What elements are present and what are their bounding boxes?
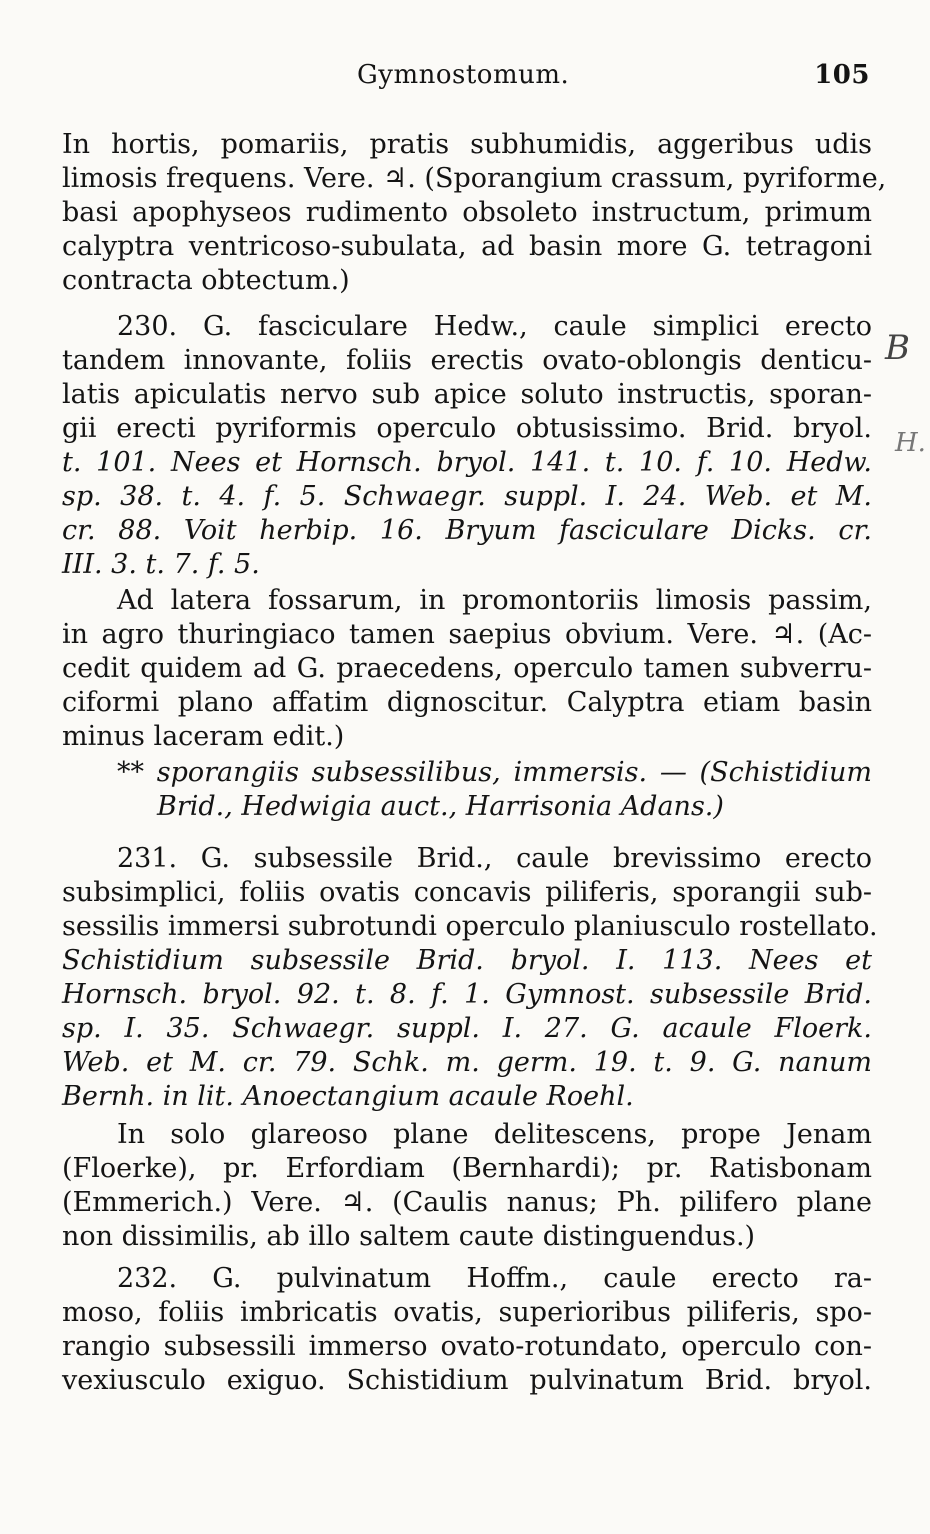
text-line: Bernh. in lit. Anoectangium acaule Roehl. — [62, 1081, 634, 1112]
running-header — [62, 60, 872, 100]
margin-note-h: H. — [895, 428, 926, 458]
species-heading: 230. G. fasciculare Hedw., caule simplici erecto — [117, 311, 872, 342]
text-line: In hortis, pomariis, pratis subhumidis, aggeribus udis — [62, 129, 872, 160]
text-line: cr. 88. Voit herbip. 16. Bryum fasciculare Dicks. cr. — [62, 515, 872, 546]
text-line: sp. 38. t. 4. f. 5. Schwaegr. suppl. I. 24. Web. et M. — [62, 481, 872, 512]
text-line: subsimplici, foliis ovatis concavis piliferis, sporangii sub- — [62, 877, 872, 908]
page-number: 105 — [814, 60, 870, 90]
text-line: sp. I. 35. Schwaegr. suppl. I. 27. G. acaule Floerk. — [62, 1013, 872, 1044]
text-line: t. 101. Nees et Hornsch. bryol. 141. t. 10. f. 10. Hedw. — [62, 447, 872, 478]
text-line: moso, foliis imbricatis ovatis, superioribus piliferis, spo- — [62, 1297, 872, 1328]
text-line: rangio subsessili immerso ovato-rotundato, operculo con- — [62, 1331, 872, 1362]
text-line: non dissimilis, ab illo saltem caute distinguendus.) — [62, 1221, 756, 1252]
text-line: gii erecti pyriformis operculo obtusissimo. Brid. bryol. — [62, 413, 872, 444]
text-line: calyptra ventricoso-subulata, ad basin more G. tetragoni — [62, 231, 872, 262]
text-line: In solo glareoso plane delitescens, prope Jenam — [117, 1119, 872, 1150]
text-line: in agro thuringiaco tamen saepius obvium. Vere. ♃. (Ac- — [62, 619, 872, 650]
text-line: tandem innovante, foliis erectis ovato-oblongis denticu- — [62, 345, 872, 376]
text-line: latis apiculatis nervo sub apice soluto instructis, sporan- — [62, 379, 872, 410]
text-line: Ad latera fossarum, in promontoriis limosis passim, — [117, 585, 872, 616]
text-line: minus laceram edit.) — [62, 721, 345, 752]
text-line: sessilis immersi subrotundi operculo planiusculo rostellato. — [62, 911, 878, 942]
text-line: Schistidium subsessile Brid. bryol. I. 113. Nees et — [62, 945, 872, 976]
text-line: III. 3. t. 7. f. 5. — [62, 549, 260, 580]
text-line: Web. et M. cr. 79. Schk. m. germ. 19. t. 9. G. nanum — [62, 1047, 872, 1078]
text-line: cedit quidem ad G. praecedens, operculo tamen subverru- — [62, 653, 872, 684]
species-heading: 231. G. subsessile Brid., caule brevissimo erecto — [117, 843, 872, 874]
text-line: Brid., Hedwigia auct., Harrisonia Adans.) — [157, 791, 724, 822]
text-line: contracta obtectum.) — [62, 265, 350, 296]
text-line: basi apophyseos rudimento obsoleto instructum, primum — [62, 197, 872, 228]
header-title: Gymnostomum. — [357, 60, 570, 90]
text-line: vexiusculo exiguo. Schistidium pulvinatum Brid. bryol. — [62, 1365, 872, 1396]
text-line: (Floerke), pr. Erfordiam (Bernhardi); pr. Ratisbonam — [62, 1153, 872, 1184]
text-line: Hornsch. bryol. 92. t. 8. f. 1. Gymnost. subsessile Brid. — [62, 979, 872, 1010]
section-heading: ** sporangiis subsessilibus, immersis. — (Schistidium — [117, 757, 872, 788]
species-heading: 232. G. pulvinatum Hoffm., caule erecto ra- — [117, 1263, 872, 1294]
text-line: limosis frequens. Vere. ♃. (Sporangium crassum, pyriforme, — [62, 163, 887, 194]
margin-note-b: B — [885, 328, 910, 368]
text-line: ciformi plano affatim dignoscitur. Calyptra etiam basin — [62, 687, 872, 718]
text-line: (Emmerich.) Vere. ♃. (Caulis nanus; Ph. pilifero plane — [62, 1187, 872, 1218]
